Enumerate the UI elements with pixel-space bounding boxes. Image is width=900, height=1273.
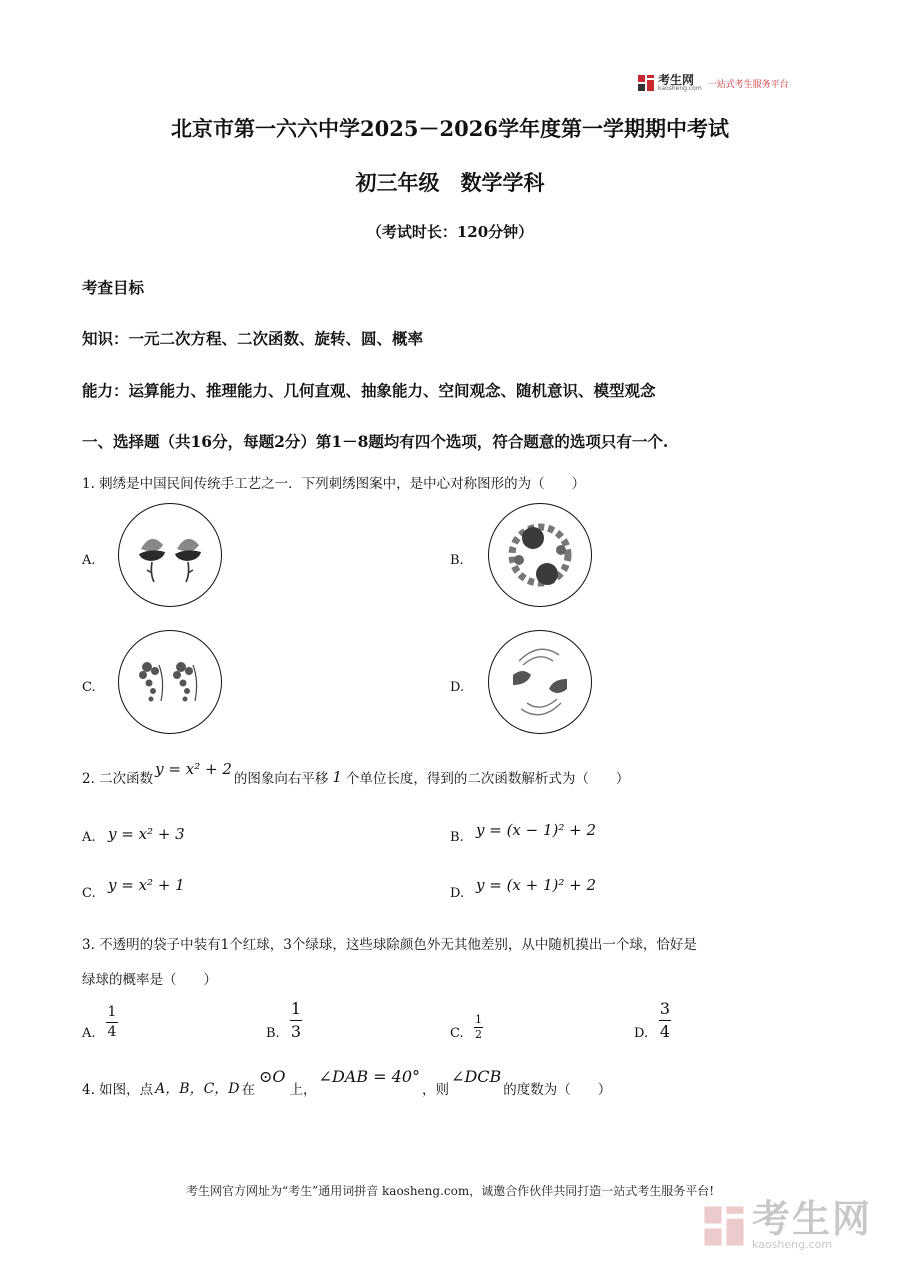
objectives-heading: 考查目标 bbox=[82, 278, 145, 297]
watermark-logo-icon bbox=[702, 1204, 746, 1248]
q3-option-c-label: C. bbox=[450, 1026, 464, 1041]
q2-text-a: 的图象向右平移 bbox=[233, 771, 329, 787]
q2-stem bbox=[82, 760, 630, 787]
q2-option-b: y = (x − 1)² + 2 bbox=[476, 821, 597, 839]
q3-option-c-denominator: 2 bbox=[475, 1028, 482, 1042]
watermark-name: 考生网 bbox=[751, 1197, 872, 1241]
embroidery-wisteria-pair-icon bbox=[119, 631, 221, 733]
objectives-ability: 能力：运算能力、推理能力、几何直观、抽象能力、空间观念、随机意识、模型观念 bbox=[82, 381, 656, 400]
logo-slogan: 一站式考生服务平台 bbox=[707, 79, 789, 90]
q1-option-b-image bbox=[488, 503, 592, 607]
exam-title: 北京市第一六六中学2025－2026学年度第一学期期中考试 bbox=[171, 116, 729, 141]
q2-text-b: 个单位长度，得到的二次函数解析式为（ ） bbox=[345, 771, 630, 787]
watermark bbox=[702, 1197, 872, 1251]
q1-option-d-label: D. bbox=[450, 680, 465, 695]
exam-subtitle: 初三年级 数学学科 bbox=[355, 170, 545, 195]
q3-option-d-denominator: 4 bbox=[659, 1021, 671, 1041]
q2-option-d: y = (x + 1)² + 2 bbox=[476, 876, 597, 894]
objectives-knowledge: 知识：一元二次方程、二次函数、旋转、圆、概率 bbox=[82, 329, 424, 348]
q1-option-c-image bbox=[118, 630, 222, 734]
q3-option-b-denominator: 3 bbox=[290, 1021, 302, 1041]
q3-stem-line1: 3. 不透明的袋子中装有1个红球，3个绿球，这些球除颜色外无其他差别，从中随机摸出一个球，恰好是 bbox=[82, 937, 697, 953]
q2-option-c-label: C. bbox=[82, 886, 96, 901]
kaosheng-logo-icon bbox=[637, 74, 655, 92]
q4-on: 在 bbox=[241, 1082, 256, 1098]
q2-option-a-label: A. bbox=[82, 830, 96, 845]
q1-option-d-image bbox=[488, 630, 592, 734]
logo-name: 考生网 bbox=[658, 73, 695, 87]
q4-angle-target: ∠DCB bbox=[451, 1067, 502, 1086]
footer-note: 考生网官方网址为“考生”通用词拼音 kaosheng.com，诚邀合作伙伴共同打造一站式考生服务平台! bbox=[185, 1184, 715, 1198]
q4-circle: ⊙O bbox=[259, 1067, 286, 1086]
q4-up: 上， bbox=[289, 1082, 317, 1098]
embroidery-phoenix-pair-icon bbox=[489, 631, 591, 733]
q2-prefix: 2. 二次函数 bbox=[82, 771, 154, 787]
q1-option-a-image bbox=[118, 503, 222, 607]
q1-option-c-label: C. bbox=[82, 680, 96, 695]
embroidery-lotus-pair-icon bbox=[119, 504, 221, 606]
embroidery-peony-ring-icon bbox=[489, 504, 591, 606]
q4-post: 的度数为（ ） bbox=[503, 1082, 612, 1098]
q4-stem bbox=[82, 1067, 612, 1098]
q3-option-d-numerator: 3 bbox=[659, 999, 671, 1018]
q1-option-b-label: B. bbox=[450, 553, 464, 568]
q3-option-b-numerator: 1 bbox=[290, 999, 302, 1018]
q4-angle-given: ∠DAB = 40° bbox=[318, 1067, 421, 1086]
q4-prefix: 4. 如图，点 bbox=[82, 1082, 154, 1098]
q3-option-d-fraction bbox=[659, 1000, 671, 1040]
q2-function: y = x² + 2 bbox=[155, 760, 232, 778]
q3-option-b-fraction bbox=[290, 1000, 302, 1040]
section1-heading: 一、选择题（共16分，每题2分）第1－8题均有四个选项，符合题意的选项只有一个. bbox=[82, 432, 669, 451]
q4-points: A，B，C，D bbox=[155, 1081, 240, 1097]
q1-option-a-label: A. bbox=[82, 553, 96, 568]
exam-duration: （考试时长：120分钟） bbox=[366, 223, 534, 241]
q2-option-a: y = x² + 3 bbox=[108, 825, 185, 843]
q3-option-d-label: D. bbox=[634, 1026, 649, 1041]
brand-logo bbox=[637, 72, 789, 94]
q3-option-a-label: A. bbox=[82, 1026, 96, 1041]
q3-option-a-fraction bbox=[106, 1005, 118, 1041]
q2-shift-number: 1 bbox=[332, 768, 342, 786]
q2-option-c: y = x² + 1 bbox=[108, 876, 185, 894]
q2-option-b-label: B. bbox=[450, 830, 464, 845]
watermark-url: kaosheng.com bbox=[751, 1238, 833, 1251]
q2-option-d-label: D. bbox=[450, 886, 465, 901]
q3-option-c-numerator: 1 bbox=[475, 1013, 482, 1026]
q3-option-a-denominator: 4 bbox=[107, 1024, 117, 1041]
q3-option-b-label: B. bbox=[266, 1026, 280, 1041]
q4-then: ，则 bbox=[422, 1082, 450, 1098]
q3-stem-line2: 绿球的概率是（ ） bbox=[82, 972, 217, 988]
q1-stem: 1. 刺绣是中国民间传统手工艺之一．下列刺绣图案中，是中心对称图形的为（ ） bbox=[82, 476, 586, 492]
q3-option-c-fraction bbox=[474, 1014, 483, 1041]
q3-option-a-numerator: 1 bbox=[107, 1004, 117, 1020]
logo-url: kaosheng.com bbox=[658, 85, 702, 92]
